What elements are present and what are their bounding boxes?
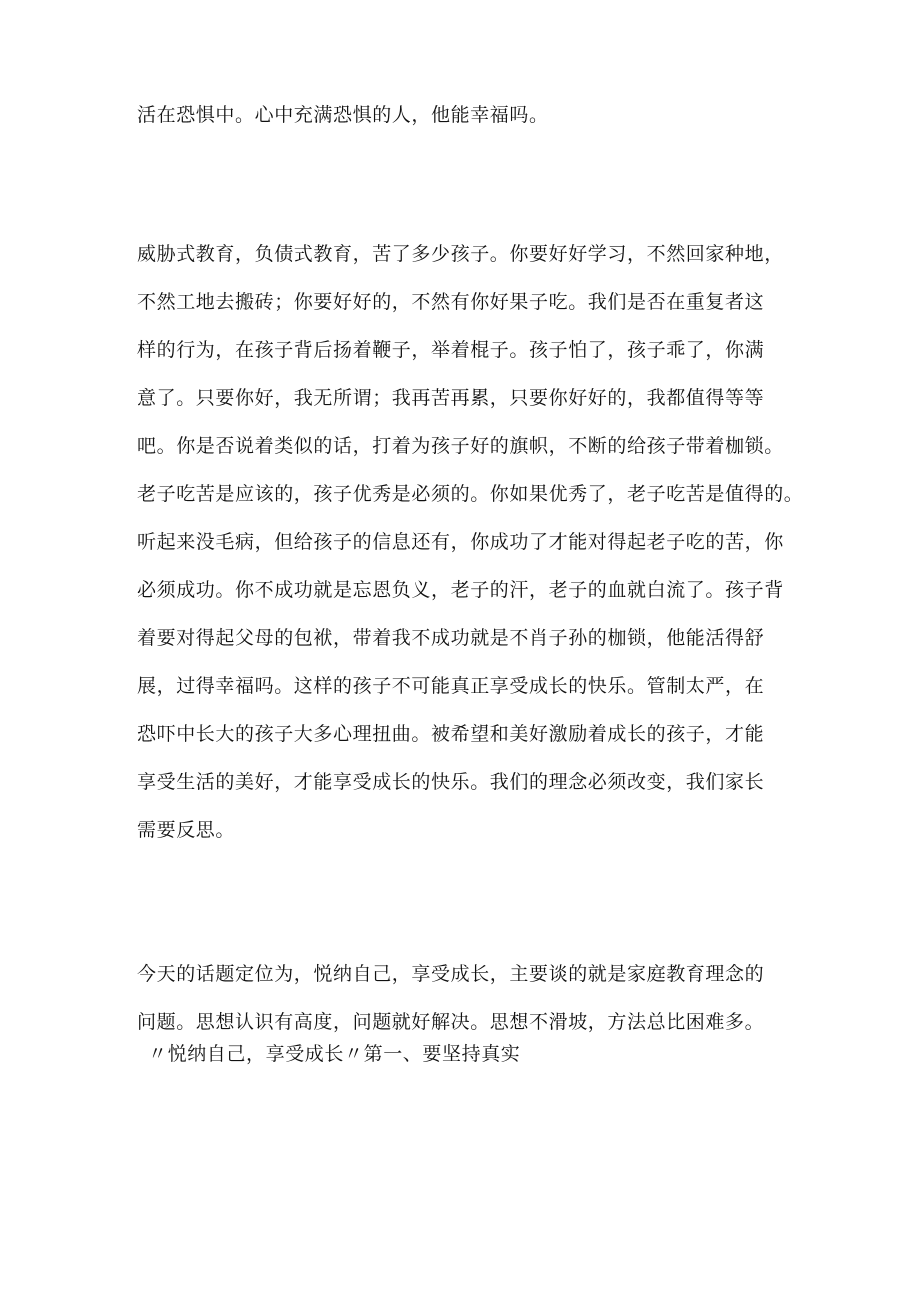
- paragraph-2-line-6: 老子吃苦是应该的，孩子优秀是必须的。你如果优秀了，老子吃苦是值得的。: [137, 483, 804, 505]
- paragraph-2-line-2: 不然工地去搬砖；你要好好的，不然有你好果子吃。我们是否在重复者这: [137, 291, 765, 313]
- section-heading: 〃悦纳自己，享受成长〃第一、要坚持真实: [148, 1043, 521, 1065]
- paragraph-2-line-8: 必须成功。你不成功就是忘恩负义，老子的汗，老子的血就白流了。孩子背: [137, 579, 784, 601]
- paragraph-2-line-9: 着要对得起父母的包袱，带着我不成功就是不肖子孙的枷锁，他能活得舒: [137, 627, 765, 649]
- paragraph-2-line-1: 威胁式教育，负债式教育，苦了多少孩子。你要好好学习，不然回家种地，: [137, 243, 784, 265]
- paragraph-2-line-10: 展，过得幸福吗。这样的孩子不可能真正享受成长的快乐。管制太严，在: [137, 675, 765, 697]
- paragraph-2-line-5: 吧。你是否说着类似的话，打着为孩子好的旗帜，不断的给孩子带着枷锁。: [137, 435, 784, 457]
- paragraph-2-line-3: 样的行为，在孩子背后扬着鞭子，举着棍子。孩子怕了，孩子乖了，你满: [137, 339, 765, 361]
- paragraph-3-line-1: 今天的话题定位为，悦纳自己，享受成长，主要谈的就是家庭教育理念的: [137, 963, 765, 985]
- paragraph-2-line-13: 需要反思。: [137, 819, 236, 841]
- paragraph-2-line-12: 享受生活的美好，才能享受成长的快乐。我们的理念必须改变，我们家长: [137, 771, 765, 793]
- paragraph-2-line-11: 恐吓中长大的孩子大多心理扭曲。被希望和美好激励着成长的孩子，才能: [137, 723, 765, 745]
- paragraph-2-line-7: 听起来没毛病，但给孩子的信息还有，你成功了才能对得起老子吃的苦，你: [137, 531, 784, 553]
- paragraph-1-line-1: 活在恐惧中。心中充满恐惧的人，他能幸福吗。: [137, 104, 549, 126]
- paragraph-3-line-2: 问题。思想认识有高度，问题就好解决。思想不滑坡，方法总比困难多。: [137, 1011, 765, 1033]
- paragraph-2-line-4: 意了。只要你好，我无所谓；我再苦再累，只要你好好的，我都值得等等: [137, 387, 765, 409]
